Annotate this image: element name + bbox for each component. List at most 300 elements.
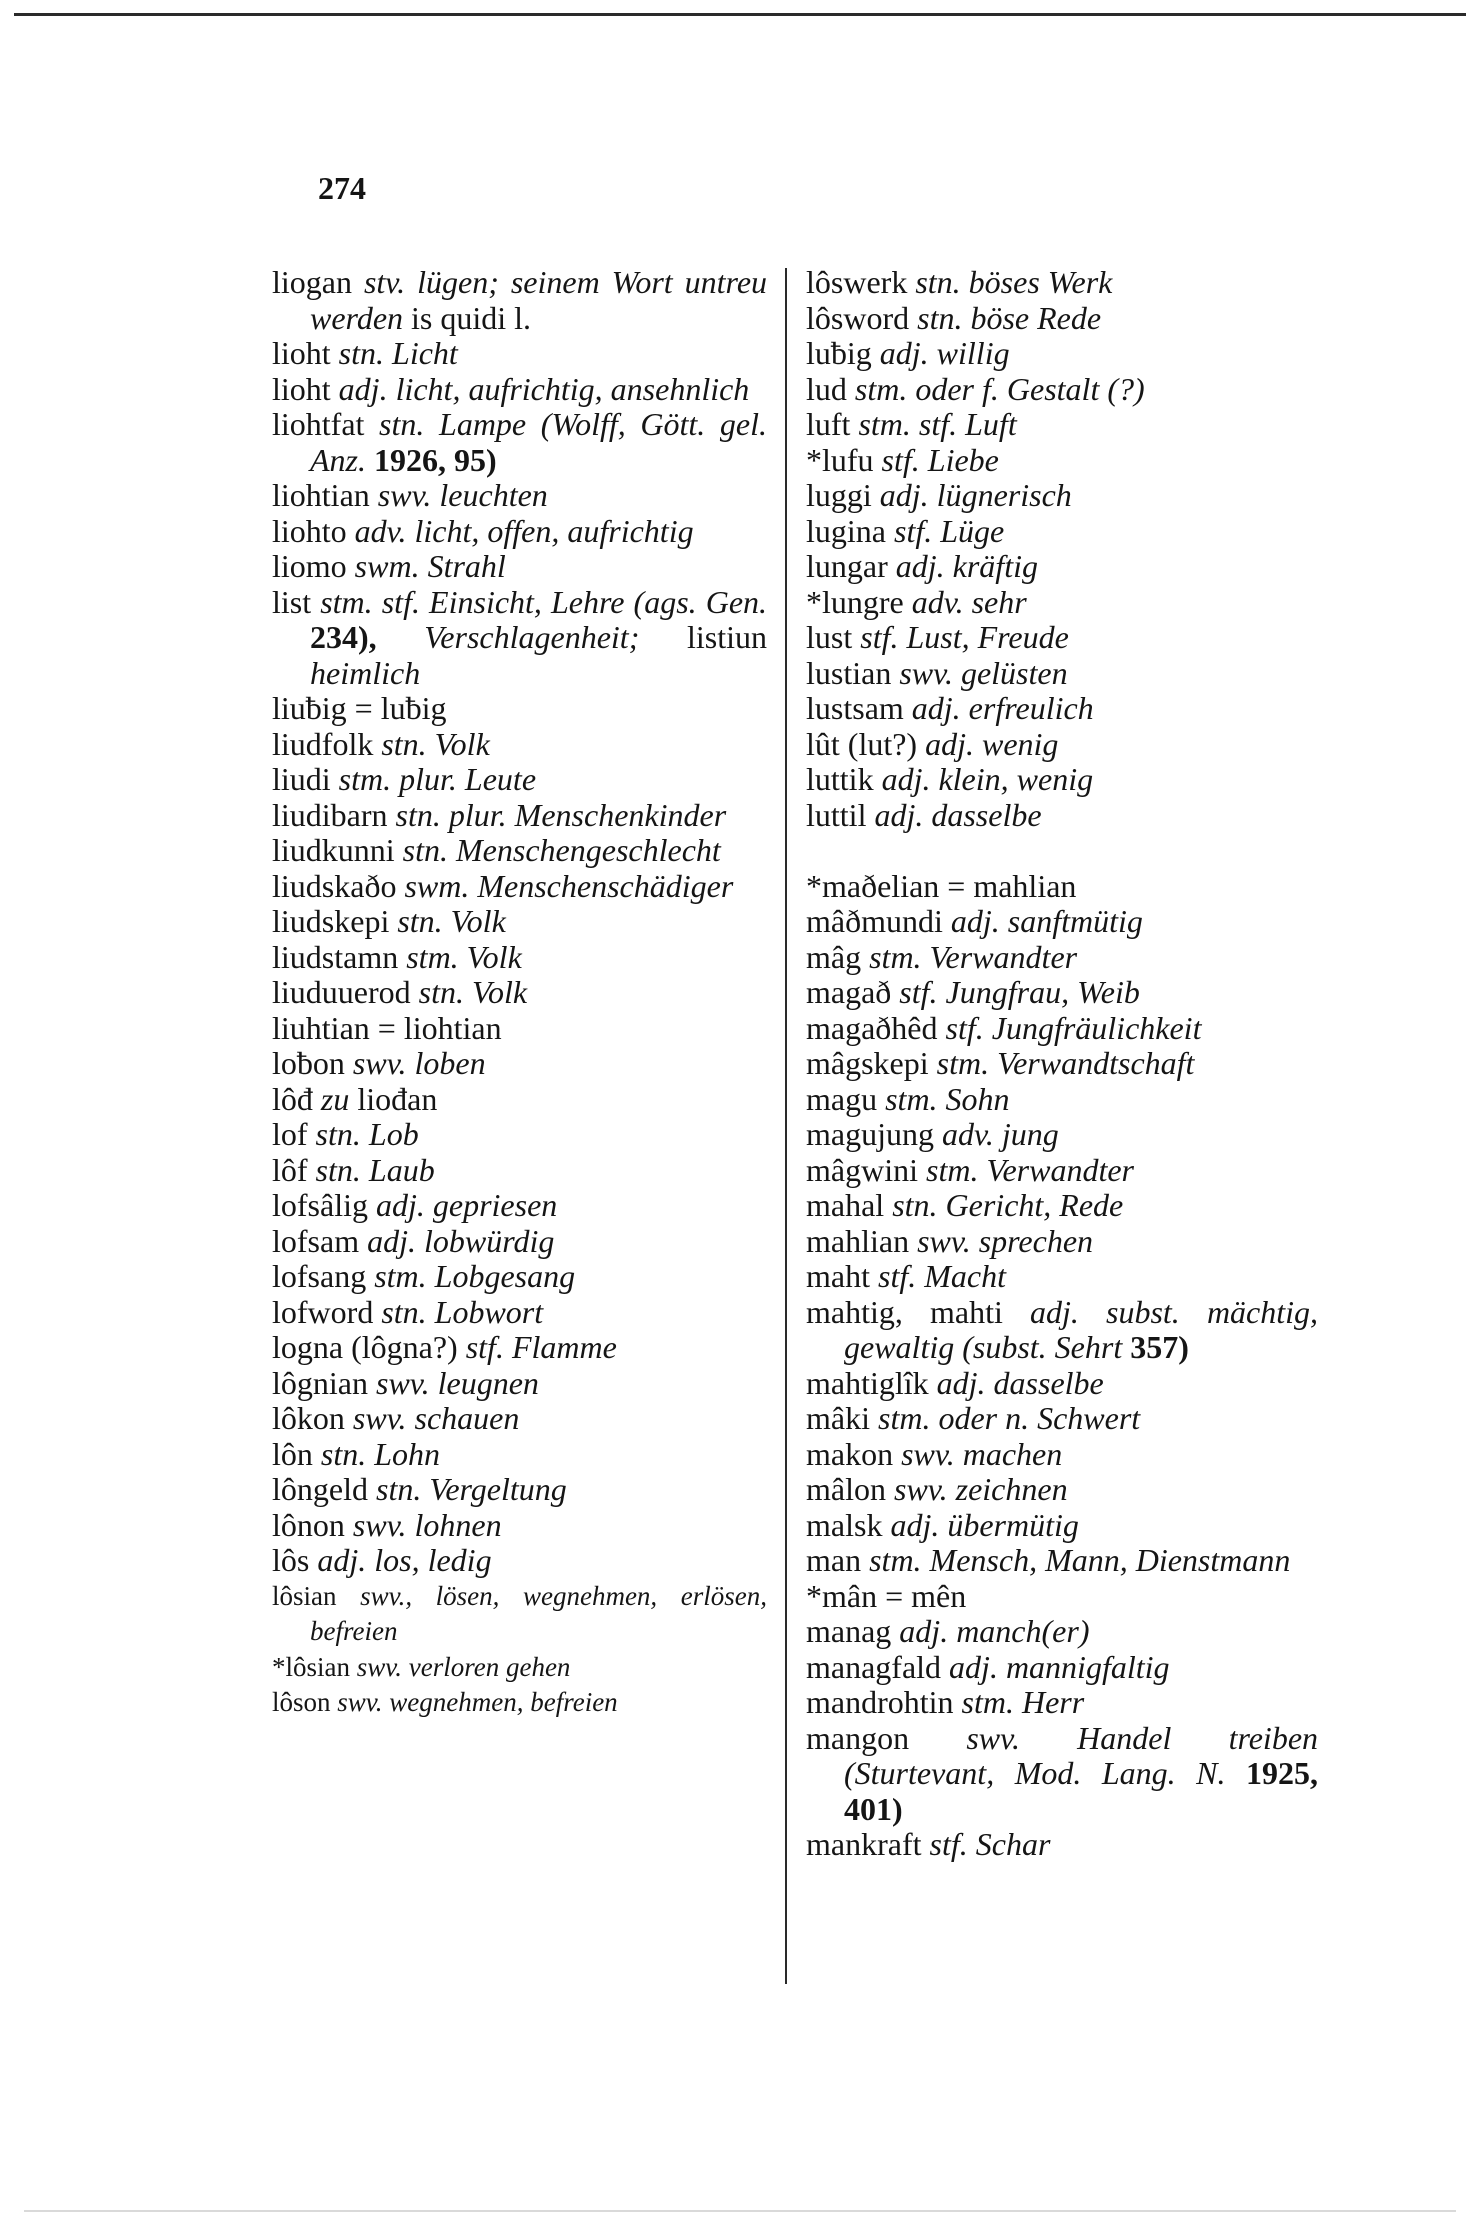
dictionary-entry	[806, 1259, 1318, 1295]
headword: lônon	[272, 1506, 345, 1543]
page-number: 274	[318, 170, 366, 206]
dictionary-entry	[806, 301, 1318, 337]
gloss: mannigfaltig	[1005, 1648, 1170, 1685]
headword: man	[806, 1542, 862, 1578]
gloss: Verwandter	[986, 1151, 1134, 1188]
dictionary-entry	[806, 1827, 1318, 1863]
grammar-label: adj.	[890, 1506, 940, 1543]
grammar-label: adj.	[338, 370, 388, 407]
headword: liudskaðo	[272, 867, 397, 904]
grammar-label: adj.	[879, 335, 929, 371]
grammar-label: stn.	[315, 1116, 361, 1152]
headword: liuduuerod	[272, 974, 411, 1010]
dictionary-entry	[272, 1437, 767, 1473]
dictionary-entry	[272, 1046, 767, 1082]
grammar-label: adj.	[950, 903, 1000, 939]
dictionary-entry	[806, 975, 1318, 1011]
headword: liomo	[272, 548, 347, 584]
headword: mankraft	[806, 1826, 922, 1862]
headword: liuƀig = luƀig	[272, 690, 447, 726]
grammar-label: stm.	[406, 938, 459, 975]
gloss: Handel treiben (Sturtevant, Mod. Lang. N.	[844, 1719, 1319, 1791]
dictionary-entry	[806, 1117, 1318, 1153]
gloss: willig	[936, 335, 1010, 371]
headword: loƀon	[272, 1045, 345, 1081]
grammar-label: adj.	[375, 1187, 425, 1223]
grammar-label: swv.	[375, 1364, 430, 1401]
citation-number: 1925, 401)	[844, 1755, 1319, 1827]
dictionary-entry	[272, 1082, 767, 1118]
headword: liohtian	[272, 477, 370, 513]
grammar-label: swv.	[893, 1471, 948, 1507]
grammar-label: swv.	[899, 654, 953, 691]
dictionary-entry	[806, 1366, 1318, 1402]
headword: magaðhêd	[806, 1009, 938, 1046]
dictionary-entry	[272, 1685, 767, 1721]
grammar-label: stm.	[961, 1684, 1014, 1720]
gloss: Mensch, Mann, Dienstmann	[929, 1542, 1291, 1578]
grammar-label: stn. plur.	[395, 796, 507, 833]
dictionary-entry	[272, 514, 767, 550]
gloss: Sohn	[945, 1080, 1010, 1117]
headword: liudkunni	[272, 832, 395, 868]
dictionary-entry	[806, 265, 1318, 301]
gloss: Strahl	[427, 548, 506, 584]
gloss: Einsicht, Lehre (ags. Gen.	[429, 583, 768, 620]
dictionary-entry	[272, 1472, 767, 1508]
gloss: verloren gehen	[408, 1651, 571, 1682]
dictionary-entry	[806, 833, 1318, 869]
grammar-label: adj.	[874, 796, 924, 833]
dictionary-entry	[806, 940, 1318, 976]
grammar-label: stn.	[381, 1293, 427, 1330]
gloss: lösen, wegnehmen, erlösen, befreien	[310, 1580, 767, 1646]
dictionary-entry	[272, 727, 767, 763]
dictionary-entry	[806, 762, 1318, 798]
headword: liudibarn	[272, 796, 388, 833]
headword: *maðelian = mahlian	[806, 867, 1077, 904]
grammar-label: stm. plur.	[338, 761, 457, 797]
headword: *lufu	[806, 441, 874, 478]
gloss: lohnen	[414, 1506, 502, 1543]
dictionary-entry	[806, 1046, 1318, 1082]
gloss: manch(er)	[956, 1613, 1090, 1649]
headword: lofsam	[272, 1222, 360, 1259]
citation-number: 1926, 95)	[374, 441, 497, 478]
gloss: Luft	[965, 406, 1017, 442]
grammar-label: swv.	[352, 1045, 407, 1081]
grammar-label: adj.	[895, 548, 945, 584]
gloss: Macht	[924, 1258, 1006, 1294]
headword: mâlon	[806, 1471, 886, 1507]
gloss: Menschengeschlecht	[456, 832, 721, 868]
grammar-label: stm.	[869, 1542, 922, 1578]
grammar-label: stm.	[885, 1080, 938, 1117]
dictionary-entry	[272, 798, 767, 834]
headword: lofsâlig	[272, 1187, 368, 1223]
gloss: jung	[1001, 1116, 1059, 1152]
gloss: wenig	[981, 725, 1059, 762]
headword: lôs	[272, 1542, 310, 1578]
grammar-label: adv.	[911, 583, 964, 620]
dictionary-entry	[272, 833, 767, 869]
grammar-label: stn.	[418, 974, 464, 1010]
headword: liuhtian = liohtian	[272, 1009, 502, 1046]
gloss: Menschenschädiger	[477, 867, 734, 904]
dictionary-entry	[806, 549, 1318, 585]
headword: *lôsian	[272, 1651, 350, 1682]
gloss: Licht	[392, 335, 458, 371]
headword: lud	[806, 370, 847, 407]
grammar-label: stn.	[397, 903, 443, 939]
grammar-label: swm.	[354, 548, 420, 584]
dictionary-entry	[272, 1117, 767, 1153]
gloss: licht, aufrichtig, ansehnlich	[395, 370, 750, 407]
headword: lôn	[272, 1435, 313, 1472]
grammar-label: stf.	[881, 441, 920, 478]
dictionary-entry	[272, 372, 767, 408]
gloss: lügnerisch	[936, 477, 1072, 513]
headword: mahal	[806, 1187, 885, 1223]
headword: lôson	[272, 1687, 331, 1717]
grammar-label: stn.	[375, 1471, 422, 1507]
gloss: machen	[962, 1435, 1063, 1472]
dictionary-entry	[272, 940, 767, 976]
headword: makon	[806, 1435, 894, 1472]
gloss: Volk	[450, 903, 506, 939]
gloss: Lob	[368, 1116, 419, 1152]
dictionary-entry	[272, 869, 767, 905]
gloss: schauen	[414, 1400, 520, 1436]
dictionary-entry	[272, 1153, 767, 1189]
grammar-label: stf.	[929, 1826, 968, 1862]
headword: lustian	[806, 654, 892, 691]
dictionary-entry	[806, 798, 1318, 834]
grammar-label: adj.	[881, 761, 931, 797]
gloss: erfreulich	[968, 690, 1094, 726]
headword: *mân = mên	[806, 1577, 967, 1614]
gloss: Laub	[368, 1151, 435, 1188]
gloss: Lobgesang	[434, 1258, 576, 1294]
dictionary-entry	[272, 1543, 767, 1579]
grammar-label: stm. oder n.	[877, 1400, 1030, 1436]
example-text: liođan	[357, 1080, 438, 1117]
headword: manag	[806, 1613, 892, 1649]
grammar-label: adj.	[899, 1613, 949, 1649]
headword: mahlian	[806, 1222, 910, 1259]
gloss: Lampe (Wolff, Gött. gel. Anz.	[310, 406, 768, 478]
dictionary-entry	[806, 1579, 1318, 1615]
headword: lôkon	[272, 1400, 345, 1436]
headword: logna (lôgna?)	[272, 1329, 458, 1365]
gloss: heimlich	[310, 654, 421, 691]
gloss: lobwürdig	[423, 1222, 555, 1259]
grammar-label: adj.	[925, 725, 974, 762]
gloss: Volk	[471, 974, 528, 1010]
grammar-label: stn.	[917, 299, 963, 336]
gloss: Volk	[466, 938, 522, 975]
grammar-label: stn.	[315, 1151, 361, 1188]
gloss: wegnehmen, befreien	[389, 1687, 618, 1717]
dictionary-entry	[806, 1543, 1318, 1579]
gloss: Lüge	[940, 512, 1005, 549]
headword: luƀig	[806, 335, 872, 371]
dictionary-entry	[806, 1437, 1318, 1473]
grammar-label: stf.	[945, 1009, 984, 1046]
headword: lioht	[272, 335, 331, 371]
headword: mangon	[806, 1719, 910, 1756]
gloss: seinem Wort untreu werden	[310, 264, 768, 336]
headword: lôgnian	[272, 1364, 368, 1401]
headword: mâki	[806, 1400, 870, 1436]
grammar-label: stm. stf.	[320, 583, 420, 620]
dictionary-entry	[806, 691, 1318, 727]
headword: luttil	[806, 796, 867, 833]
grammar-label: stf.	[899, 974, 938, 1010]
gloss: Flamme	[511, 1329, 617, 1365]
gloss: böse Rede	[970, 299, 1102, 336]
grammar-label: swv.	[352, 1506, 407, 1543]
dictionary-entry	[272, 1330, 767, 1366]
dictionary-entry	[272, 549, 767, 585]
headword: mâg	[806, 938, 862, 975]
grammar-label: stf.	[877, 1258, 917, 1294]
headword: managfald	[806, 1648, 942, 1685]
headword: mandrohtin	[806, 1684, 954, 1720]
grammar-label: stm.	[936, 1045, 990, 1081]
headword: liudi	[272, 761, 331, 797]
headword: magað	[806, 974, 892, 1010]
dictionary-entry	[272, 1224, 767, 1260]
headword: lustsam	[806, 690, 904, 726]
headword: magujung	[806, 1116, 934, 1152]
dictionary-entry	[272, 1259, 767, 1295]
dictionary-entry	[272, 1508, 767, 1544]
headword: lof	[272, 1116, 308, 1152]
gloss: sehr	[971, 583, 1027, 620]
grammar-label: stn.	[320, 1435, 367, 1472]
dictionary-entry	[806, 1011, 1318, 1047]
dictionary-entry	[272, 1295, 767, 1331]
grammar-label: stv.	[363, 264, 406, 300]
dictionary-entry	[806, 1153, 1318, 1189]
gloss: Jungfrau, Weib	[945, 974, 1140, 1010]
headword: lôđ	[272, 1080, 313, 1117]
dictionary-entry	[806, 443, 1318, 479]
grammar-label: stf.	[860, 619, 899, 655]
grammar-label: swm.	[404, 867, 470, 904]
dictionary-entry	[806, 1224, 1318, 1260]
citation-number: 357)	[1130, 1329, 1189, 1365]
headword: liudskepi	[272, 903, 390, 939]
dictionary-entry	[272, 691, 767, 727]
grammar-label: adj.	[949, 1648, 998, 1685]
gloss: Verwandter	[929, 938, 1078, 975]
headword: malsk	[806, 1506, 883, 1543]
dictionary-entry	[806, 620, 1318, 656]
grammar-label: stm. oder f.	[854, 370, 999, 407]
grammar-label: adv.	[941, 1116, 994, 1152]
headword: liudfolk	[272, 725, 374, 762]
dictionary-entry	[272, 1011, 767, 1047]
gloss: dasselbe	[993, 1364, 1104, 1401]
gloss: licht, offen, aufrichtig	[414, 512, 694, 549]
dictionary-entry	[272, 1188, 767, 1224]
grammar-label: stm.	[925, 1151, 979, 1188]
grammar-label: stm. stf.	[858, 406, 958, 442]
gloss: sanftmütig	[1007, 903, 1143, 939]
grammar-label: swv.	[356, 1651, 402, 1682]
dictionary-entry	[806, 1685, 1318, 1721]
column-divider	[785, 268, 787, 1984]
headword: mahtig, mahti	[806, 1293, 1003, 1330]
right-column	[806, 265, 1318, 1863]
gloss: mächtig, gewaltig (subst. Sehrt	[844, 1293, 1319, 1365]
grammar-label: stn.	[338, 335, 385, 371]
gloss: gepriesen	[432, 1187, 558, 1223]
grammar-label: adj.	[317, 1542, 367, 1578]
headword: lofsang	[272, 1258, 367, 1294]
headword: list	[272, 583, 312, 620]
dictionary-entry	[806, 514, 1318, 550]
headword: mâgwini	[806, 1151, 918, 1188]
grammar-label: stm.	[869, 938, 922, 975]
gloss: leugnen	[437, 1364, 539, 1401]
headword: lust	[806, 619, 853, 655]
headword: lôf	[272, 1151, 308, 1188]
gloss: zeichnen	[955, 1471, 1068, 1507]
gloss: sprechen	[978, 1222, 1094, 1259]
dictionary-entry	[272, 265, 767, 336]
headword: liogan	[272, 264, 352, 300]
headword: mâðmundi	[806, 903, 943, 939]
headword: *lungre	[806, 583, 904, 620]
headword: mâgskepi	[806, 1045, 929, 1081]
gloss: los, ledig	[374, 1542, 492, 1578]
gloss: gelüsten	[960, 654, 1068, 691]
gloss: Lobwort	[434, 1293, 544, 1330]
gloss: Liebe	[927, 441, 999, 478]
top-rule	[14, 13, 1466, 16]
dictionary-entry	[272, 1366, 767, 1402]
gloss: Verwandtschaft	[997, 1045, 1195, 1081]
headword: lôngeld	[272, 1471, 368, 1507]
grammar-label: stn.	[915, 264, 961, 300]
headword: liohto	[272, 512, 347, 549]
headword: liudstamn	[272, 938, 399, 975]
dictionary-entry	[806, 1082, 1318, 1118]
dictionary-entry	[806, 656, 1318, 692]
dictionary-entry	[806, 1721, 1318, 1828]
gloss: übermütig	[947, 1506, 1079, 1543]
dictionary-entry	[806, 727, 1318, 763]
citation-number: 234),	[310, 619, 377, 655]
dictionary-entry	[272, 975, 767, 1011]
grammar-label: adj.	[879, 477, 929, 513]
gloss: Verschlagenheit;	[424, 619, 640, 655]
grammar-label: stn.	[402, 832, 449, 868]
dictionary-entry	[272, 1401, 767, 1437]
dictionary-entry	[272, 585, 767, 692]
headword: lioht	[272, 370, 331, 407]
gloss: Schar	[975, 1826, 1051, 1862]
dictionary-entry	[806, 372, 1318, 408]
dictionary-entry	[806, 407, 1318, 443]
grammar-label: swv.	[337, 1687, 383, 1717]
bottom-rule	[24, 2210, 1456, 2212]
gloss: loben	[414, 1045, 486, 1081]
grammar-label: adj.	[911, 690, 961, 726]
gloss: Herr	[1021, 1684, 1085, 1720]
dictionary-entry	[272, 1579, 767, 1650]
grammar-label: swv.	[917, 1222, 971, 1259]
gloss: Gestalt (?)	[1006, 370, 1145, 407]
headword: luggi	[806, 477, 872, 513]
gloss: klein, wenig	[938, 761, 1094, 797]
grammar-label: adj. subst.	[1030, 1293, 1180, 1330]
headword: lôsword	[806, 299, 910, 336]
dictionary-entry	[272, 1650, 767, 1686]
dictionary-entry	[806, 1508, 1318, 1544]
gloss: lügen;	[417, 264, 499, 300]
headword: mahtiglîk	[806, 1364, 929, 1401]
grammar-label: stm.	[374, 1258, 427, 1294]
gloss: Menschenkinder	[514, 796, 727, 833]
grammar-label: stn.	[379, 406, 425, 442]
dictionary-entry	[806, 1295, 1318, 1366]
left-column	[272, 265, 767, 1721]
gloss: kräftig	[952, 548, 1038, 584]
grammar-label: stn.	[381, 725, 427, 762]
example-text: is quidi l.	[411, 299, 532, 336]
gloss: Lust, Freude	[906, 619, 1069, 655]
grammar-label: adv.	[354, 512, 407, 549]
headword: lôswerk	[806, 264, 908, 300]
headword: liohtfat	[272, 406, 365, 442]
grammar-label: swv.	[377, 477, 432, 513]
headword: luttik	[806, 761, 874, 797]
gloss: Jungfräulichkeit	[991, 1009, 1202, 1046]
grammar-label: stf.	[893, 512, 933, 549]
gloss: Schwert	[1037, 1400, 1141, 1436]
grammar-label: swv.	[901, 1435, 955, 1472]
headword: lungar	[806, 548, 888, 584]
grammar-label: stn.	[892, 1187, 938, 1223]
headword: lofword	[272, 1293, 374, 1330]
headword: lugina	[806, 512, 886, 549]
dictionary-entry	[806, 1188, 1318, 1224]
dictionary-entry	[806, 585, 1318, 621]
gloss: Vergeltung	[429, 1471, 567, 1507]
gloss: Gericht, Rede	[945, 1187, 1124, 1223]
gloss: Lohn	[374, 1435, 441, 1472]
grammar-label: swv.,	[360, 1580, 413, 1611]
dictionary-entry	[806, 1401, 1318, 1437]
headword: lût (lut?)	[806, 725, 918, 762]
dictionary-entry	[806, 869, 1318, 905]
headword: magu	[806, 1080, 878, 1117]
dictionary-entry	[806, 904, 1318, 940]
dictionary-entry	[272, 904, 767, 940]
grammar-label: stf.	[465, 1329, 504, 1365]
headword: maht	[806, 1258, 870, 1294]
headword: lôsian	[272, 1580, 337, 1611]
dictionary-entry	[272, 762, 767, 798]
gloss: leuchten	[439, 477, 548, 513]
dictionary-entry	[806, 1614, 1318, 1650]
dictionary-entry	[806, 478, 1318, 514]
headword: luft	[806, 406, 851, 442]
